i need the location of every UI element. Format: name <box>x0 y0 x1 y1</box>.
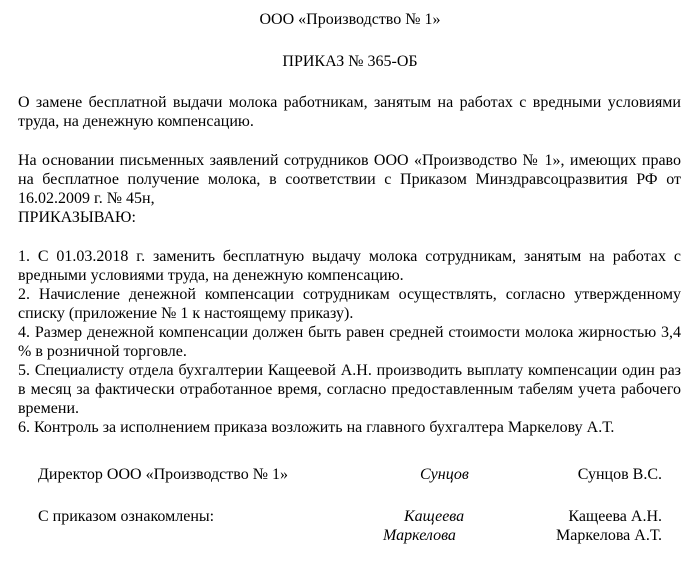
order-item-5: 5. Специалисту отдела бухгалтерии Кащеевой А.Н. производить выплату компенсации один раз в месяц за фактически отработанное время, согласно предоставленным табелям учета рабочего времени. <box>18 362 681 417</box>
acknowledged-row-1 <box>0 507 700 526</box>
organization-name: ООО «Производство № 1» <box>259 11 441 28</box>
order-title: ПРИКАЗ № 365-ОБ <box>282 53 418 70</box>
order-word: ПРИКАЗЫВАЮ: <box>18 209 136 226</box>
order-basis: На основании письменных заявлений сотрудников ООО «Производство № 1», имеющих право на бесплатное получение молока, в соответствии с Приказом Минздравсоцразвития РФ от 16.02.2009 г. № 45н, <box>18 152 681 207</box>
director-label: Директор ООО «Производство № 1» <box>38 466 288 483</box>
acknowledged-name-2: Маркелова А.Т. <box>556 527 662 544</box>
order-item-6: 6. Контроль за исполнением приказа возложить на главного бухгалтера Маркелову А.Т. <box>18 419 615 436</box>
acknowledged-signature-1: Кащеева <box>404 508 465 525</box>
director-signature: Сунцов <box>420 466 469 483</box>
order-item-4: 4. Размер денежной компенсации должен быть равен средней стоимости молока жирностью 3,4 % в розничной торговле. <box>18 324 681 360</box>
acknowledged-signature-2: Маркелова <box>383 527 456 544</box>
director-name: Сунцов В.С. <box>577 466 662 483</box>
order-item-1: 1. С 01.03.2018 г. заменить бесплатную выдачу молока сотрудникам, занятым на работах с вредными условиями труда, на денежную компенсацию. <box>18 248 681 284</box>
order-item-2: 2. Начисление денежной компенсации сотрудникам осуществлять, согласно утвержденному списку (приложение № 1 к настоящему приказу). <box>18 286 681 322</box>
order-subject: О замене бесплатной выдачи молока работникам, занятым на работах с вредными условиями труда, на денежную компенсацию. <box>18 94 681 130</box>
order-items <box>18 247 681 437</box>
acknowledged-name-1: Кащеева А.Н. <box>568 508 662 525</box>
acknowledged-row-2 <box>0 526 700 545</box>
acknowledged-label: С приказом ознакомлены: <box>38 508 215 525</box>
director-signature-row <box>0 465 700 484</box>
